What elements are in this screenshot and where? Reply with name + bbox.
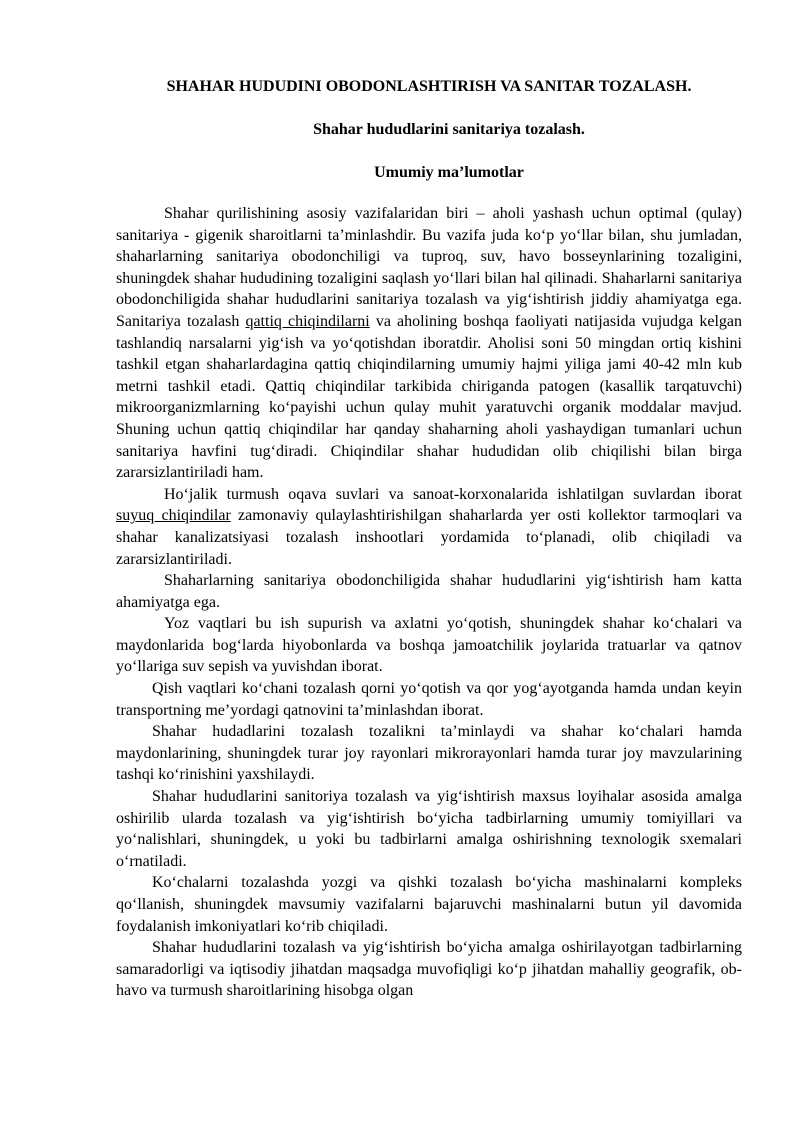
- paragraph-2-text-a: Ho‘jalik turmush oqava suvlari va sanoat-korxonalarida ishlatilgan suvlardan iborat: [164, 485, 742, 503]
- paragraph-9: Shahar hududlarini tozalash va yig‘ishtirish bo‘yicha amalga oshirilayotgan tadbirlarning samaradorligi va iqtisodiy jihatdan maqsadga muvofiqligi ko‘p jihatdan mahalliy geografik, ob-havo va turmush sharoitlarining hisobga olgan: [116, 939, 742, 1000]
- hyperlink-solid-waste[interactable]: qattiq chiqindilarni: [245, 312, 370, 330]
- paragraph-3: Shaharlarning sanitariya obodonchiligida shahar hududlarini yig‘ishtirish ham katta ahamiyatga ega.: [116, 572, 742, 611]
- paragraph-6: Shahar hudadlarini tozalash tozalikni ta’minlaydi va shahar ko‘chalari hamda maydonlarining, shuningdek turar joy rayonlari mikrorayonlari hamda turar joy mavzularining tashqi ko‘rinishini yaxshilaydi.: [116, 723, 742, 784]
- paragraph-8: Ko‘chalarni tozalashda yozgi va qishki tozalash bo‘yicha mashinalarni kompleks qo‘llanish, shuningdek mavsumiy vazifalarni bajaruvchi mashinalarni butun yil davomida foydalanish imkoniyatlari ko‘rib chiqiladi.: [116, 874, 742, 935]
- document-title: SHAHAR HUDUDINI OBODONLASHTIRISH VA SANITAR TOZALASH.: [166, 78, 692, 95]
- paragraph-1-text-b: va aholining boshqa faoliyati natijasida vujudga kelgan tashlandiq narsalarni yig‘ish va yo‘qotishdan iboratdir. Aholisi soni 50 mingdan ortiq kishini tashkil etgan shaharlardagina qattiq chiqindilarning umumiy hajmi yiliga jami 40-42 mln kub metrni tashkil etadi. Qattiq chiqindilar tarkibida chiriganda patogen (kasallik tarqatuvchi) mikroorganizmlarning ko‘payishi uchun qulay muhit yaratuvchi organik moddalar mavjud. Shuning uchun qattiq chiqindilar har qanday shaharning aholi yashaydigan tumanlari uchun sanitariya havfini tug‘diradi. Chiqindilar shahar hududidan olib chiqilishi bilan birga zararsizlantiriladi ham.: [116, 312, 742, 482]
- paragraph-2-text-b: zamonaviy qulaylashtirishilgan shaharlarda yer osti kollektor tarmoqlari va shahar kanalizatsiyasi tozalash inshootlari yordamida to‘planadi, olib chiqiladi va zararsizlantiriladi.: [116, 507, 742, 568]
- paragraph-1-text-a: Shahar qurilishining asosiy vazifalaridan biri – aholi yashash uchun optimal (qulay) sanitariya - gigenik sharoitlarni ta’minlashdir. Bu vazifa juda ko‘p yo‘llar bilan, shu jumladan, shaharlarning sanitariya obodonchiligi va tuproq, suv, havo bosseynlarining tozaligini, shuningdek shahar hududining tozaligini saqlash yo‘llari bilan hal qilinadi. Shaharlarni sanitariya obodonchiligida shahar hududlarini sanitariya tozalash va yig‘ishtirish jiddiy ahamiyatga ega. Sanitariya tozalash: [116, 205, 742, 330]
- document-subtitle: Shahar hududlarini sanitariya tozalash.: [313, 121, 585, 138]
- paragraph-1: [116, 203, 742, 484]
- hyperlink-liquid-waste[interactable]: suyuq chiqindilar: [116, 507, 231, 525]
- document-page: [116, 76, 742, 1002]
- section-title: Umumiy ma’lumotlar: [374, 164, 524, 181]
- paragraph-7: Shahar hududlarini sanitoriya tozalash va yig‘ishtirish maxsus loyihalar asosida amalga oshirilib ularda tozalash va yig‘ishtirish bo‘yicha tadbirlarning umumiy tomiyillari va yo‘nalishlari, shuningdek, u yoki bu tadbirlarni amalga oshirishning texnologik sxemalari o‘rnatiladi.: [116, 788, 742, 870]
- paragraph-2: [116, 484, 742, 570]
- paragraph-5: Qish vaqtlari ko‘chani tozalash qorni yo‘qotish va qor yog‘ayotganda hamda undan keyin transportning me’yordagi qatnovini ta’minlashdan iborat.: [116, 680, 742, 719]
- paragraph-4: Yoz vaqtlari bu ish supurish va axlatni yo‘qotish, shuningdek shahar ko‘chalari va maydonlarida bog‘larda hiyobonlarda va boshqa jamoatchilik joylarida tratuarlar va qatnov yo‘llariga suv sepish va yuvishdan iborat.: [116, 615, 742, 676]
